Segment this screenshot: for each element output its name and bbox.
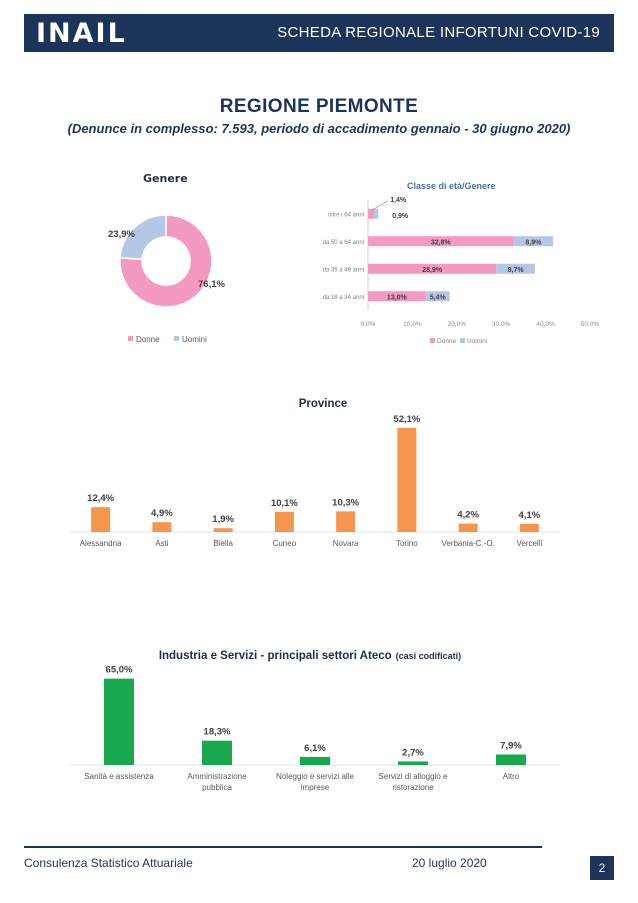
svg-set-value-label: 7,9% [500,740,522,752]
svg-prov-category-label: Asti [155,539,169,548]
svg-set-category-label: ristorazione [392,783,434,792]
svg-prov-category-label: Verbania-C.-O. [441,539,495,548]
svg-set-category-label: Sanità e assistenza [84,772,154,781]
svg-prov-bar [336,511,355,532]
eta-value-label: 8,7% [507,266,524,274]
genere-chart [90,195,260,355]
page-subtitle: (Denunce in complesso: 7.593, periodo di accadimento gennaio - 30 giugno 2020) [67,121,571,136]
eta-x-tick: 20,0% [447,321,467,328]
svg-set-value-label: 2,7% [402,747,424,759]
eta-x-tick: 30,0% [491,321,511,328]
eta-leader-line [372,201,388,210]
eta-legend-label: Uomini [467,338,488,345]
svg-set-category-label: pubblica [202,783,232,792]
genere-label: 76,1% [198,279,225,290]
svg-prov-category-label: Novara [332,539,359,548]
eta-bar-uomini [374,209,378,219]
svg-set-bar [496,755,526,765]
svg-set-category-label: Noleggio e servizi alle [276,772,354,781]
eta-value-label: 1,4% [390,196,407,204]
eta-x-tick: 50,0% [580,321,600,328]
page-number: 2 [590,856,614,880]
svg-set-category-label: Altro [502,772,520,781]
header-title: SCHEDA REGIONALE INFORTUNI COVID-19 [277,24,600,41]
footer-divider [24,846,542,848]
svg-set-value-label: 6,1% [304,742,326,754]
svg-set-bar [300,757,330,765]
province-chart [60,393,570,558]
genere-label: 23,9% [108,229,135,240]
page-title: REGIONE PIEMONTE [219,96,419,117]
eta-x-tick: 0,0% [360,321,376,328]
genere-legend-label: Uomini [182,335,207,344]
eta-value-label: 13,0% [386,294,407,302]
svg-prov-title: Province [298,398,348,410]
eta-bar-donne [368,209,374,219]
svg-prov-category-label: Biella [213,539,233,548]
svg-prov-value-label: 10,3% [332,497,360,509]
genere-legend-swatch [128,336,133,341]
svg-prov-bar [397,428,416,532]
eta-genere-chart [300,175,610,350]
svg-set-title: Industria e Servizi - principali settori Ateco (casi codificati) [158,650,462,662]
eta-legend-swatch [460,338,465,343]
svg-prov-category-label: Torino [395,539,418,548]
eta-legend-label: Donne [437,338,457,345]
eta-value-label: 28,9% [422,266,443,274]
eta-legend-swatch [430,338,435,343]
footer-department: Consulenza Statistico Attuariale [24,856,193,870]
genere-chart-title: Genere [143,172,188,185]
svg-prov-bar [91,507,110,532]
svg-prov-value-label: 4,9% [151,508,173,520]
svg-set-value-label: 18,3% [203,726,231,738]
svg-set-bar [202,741,232,765]
svg-set-category-label: Amministrazione [187,772,247,781]
svg-prov-bar [275,512,294,532]
eta-category-label: da 50 a 64 anni [322,239,364,246]
svg-set-value-label: 65,0% [105,664,133,676]
svg-prov-category-label: Vercelli [516,539,543,548]
eta-category-label: da 35 a 49 anni [322,267,364,274]
svg-prov-value-label: 4,1% [518,509,541,521]
genere-legend-swatch [174,336,179,341]
eta-value-label: 32,8% [430,239,451,247]
svg-prov-bar [214,528,233,532]
eta-category-label: da 18 a 34 anni [322,294,364,301]
svg-prov-bar [459,524,478,532]
settori-chart [60,645,570,800]
footer-date: 20 luglio 2020 [412,856,487,870]
eta-x-tick: 10,0% [403,321,422,328]
svg-set-category-label: imprese [300,783,330,792]
genere-legend-label: Donne [136,335,160,344]
eta-x-tick: 40,0% [536,321,555,328]
eta-chart-title: Classe di età/Genere [407,181,496,191]
header-bar [24,14,614,52]
svg-prov-value-label: 12,4% [87,493,115,505]
svg-prov-bar [520,524,539,532]
svg-prov-value-label: 1,9% [212,514,234,526]
eta-value-label: 0,9% [392,212,409,220]
svg-set-bar [398,761,428,765]
inail-logo: INAIL [36,18,127,49]
svg-set-bar [104,679,134,765]
eta-category-label: oltre i 64 anni [327,212,364,219]
svg-prov-value-label: 52,1% [393,413,421,425]
svg-set-category-label: Servizi di alloggio e [378,772,448,781]
svg-prov-category-label: Cuneo [272,539,297,548]
eta-value-label: 8,9% [525,239,542,247]
svg-prov-bar [152,522,171,532]
svg-prov-category-label: Alessandria [79,539,122,548]
svg-prov-value-label: 10,1% [270,497,298,509]
svg-prov-value-label: 4,2% [457,509,479,521]
eta-value-label: 5,4% [429,294,446,302]
